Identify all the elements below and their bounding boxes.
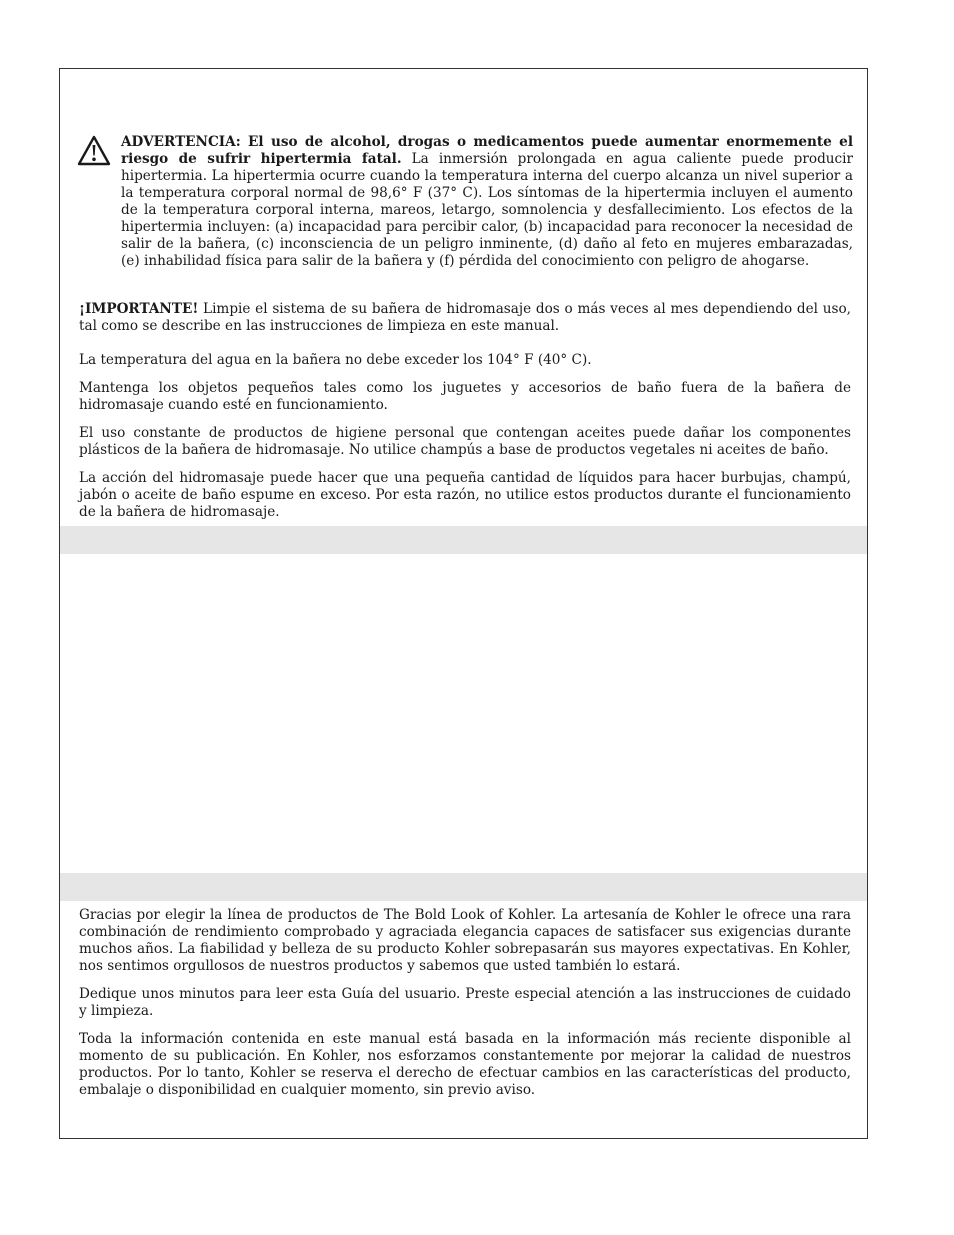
warning-body: La inmersión prolongada en agua caliente puede producir hipertermia. La hipertermia ocurre cuando la temperatura interna del cuerpo alcanza un nivel superior a la temperatura corporal normal de 98,6° F (37° C). Los síntomas de la hipertermia incluyen el aumento de la temperatura corporal interna, mareos, letargo, somnolencia y desfallecimiento. Los efectos de la hipertermia incluyen: (a) incapacidad para percibir calor, (b) incapacidad para reconocer la necesidad de salir de la bañera, (c) inconsciencia de un peligro inminente, (d) daño al feto en mujeres embarazadas, (e) inhabilidad física para salir de la bañera y (f) pérdida del conocimiento con peligro de ahogarse. xyxy=(121,151,853,269)
intro-paragraph: Gracias por elegir la línea de productos de The Bold Look of Kohler. La artesanía de Kohler le ofrece una rara combinación de rendimiento comprobado y agraciada elegancia capaces de satisfacer sus exigencias durante muchos años. La fiabilidad y belleza de su producto Kohler sobrepasarán sus mayores expectativas. En Kohler, nos sentimos orgullosos de nuestros productos y sabemos que usted también lo estará. xyxy=(79,907,851,974)
important-note xyxy=(79,301,851,335)
section-header-band xyxy=(60,526,867,554)
safety-note: El uso constante de productos de higiene personal que contengan aceites puede dañar los componentes plásticos de la bañera de hidromasaje. No utilice champús a base de productos vegetales ni aceites de baño. xyxy=(79,425,851,458)
important-label: ¡IMPORTANTE! xyxy=(79,301,199,317)
warning-block xyxy=(77,134,853,270)
safety-note: Mantenga los objetos pequeños tales como los juguetes y accesorios de baño fuera de la bañera de hidromasaje cuando esté en funcionamiento. xyxy=(79,380,851,413)
warning-lead: ADVERTENCIA: El uso de alcohol, drogas o medicamentos puede aumentar enormemente el riesgo de sufrir hipertermia fatal. xyxy=(121,134,853,167)
warning-text xyxy=(121,134,853,270)
safety-note: La acción del hidromasaje puede hacer que una pequeña cantidad de líquidos para hacer burbujas, champú, jabón o aceite de baño espume en exceso. Por esta razón, no utilice estos productos durante el funcionamiento de la bañera de hidromasaje. xyxy=(79,470,851,520)
safety-note: La temperatura del agua en la bañera no debe exceder los 104° F (40° C). xyxy=(79,352,592,368)
intro-paragraph: Toda la información contenida en este manual está basada en la información más reciente disponible al momento de su publicación. En Kohler, nos esforzamos constantemente por mejorar la calidad de nuestros productos. Por lo tanto, Kohler se reserva el derecho de efectuar cambios en las características del producto, embalaje o disponibilidad en cualquier momento, sin previo aviso. xyxy=(79,1031,851,1098)
intro-paragraph: Dedique unos minutos para leer esta Guía del usuario. Preste especial atención a las instrucciones de cuidado y limpieza. xyxy=(79,986,851,1019)
important-text: Limpie el sistema de su bañera de hidromasaje dos o más veces al mes dependiendo del uso, tal como se describe en las instrucciones de limpieza en este manual. xyxy=(79,301,851,334)
warning-triangle-icon xyxy=(77,135,111,167)
section-header-band xyxy=(60,873,867,901)
